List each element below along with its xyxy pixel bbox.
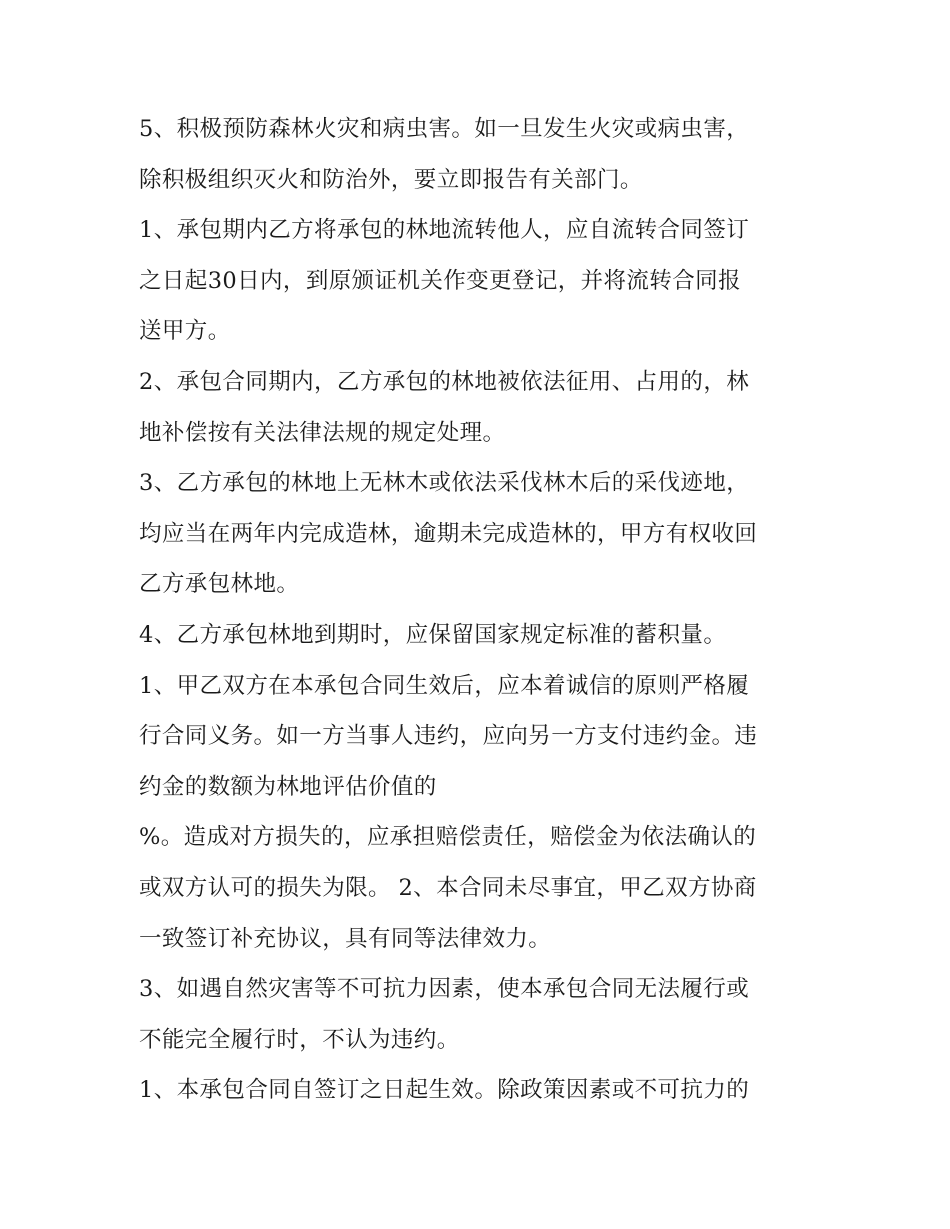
text-line: 地补偿按有关法律法规的规定处理。 xyxy=(139,419,506,446)
text-line: 5、积极预防森林火灾和病虫害。如一旦发生火灾或病虫害， xyxy=(139,116,750,142)
text-line: 行合同义务。如一方当事人违约，应向另一方支付违约金。违 xyxy=(139,723,758,750)
text-line: 1、甲乙双方在本承包合同生效后，应本着诚信的原则严格履 xyxy=(139,672,750,699)
text-line: %。造成对方损失的，应承担赔偿责任，赔偿金为依法确认的 xyxy=(139,824,757,851)
text-line: 一致签订补充协议，具有同等法律效力。 xyxy=(139,925,552,952)
text-line: 约金的数额为林地评估价值的 xyxy=(139,773,437,800)
text-line: 均应当在两年内完成造林，逾期未完成造林的，甲方有权收回 xyxy=(139,520,758,547)
text-line: 3、如遇自然灾害等不可抗力因素，使本承包合同无法履行或 xyxy=(139,976,750,1003)
text-line: 送甲方。 xyxy=(139,318,231,345)
text-line: 2、承包合同期内，乙方承包的林地被依法征用、占用的，林 xyxy=(139,368,750,395)
text-line: 之日起30日内，到原颁证机关作变更登记，并将流转合同报 xyxy=(139,267,741,294)
text-line: 或双方认可的损失为限。 2、本合同未尽事宜，甲乙双方协商 xyxy=(139,874,757,901)
text-line: 不能完全履行时，不认为违约。 xyxy=(139,1026,460,1053)
document-body xyxy=(139,104,819,1116)
text-line: 4、乙方承包林地到期时，应保留国家规定标准的蓄积量。 xyxy=(139,621,727,648)
text-line: 1、本承包合同自签订之日起生效。除政策因素或不可抗力的 xyxy=(139,1077,750,1104)
text-line: 除积极组织灭火和防治外，要立即报告有关部门。 xyxy=(139,166,643,193)
text-line: 1、承包期内乙方将承包的林地流转他人，应自流转合同签订 xyxy=(139,217,750,244)
text-line: 乙方承包林地。 xyxy=(139,571,300,598)
text-line: 3、乙方承包的林地上无林木或依法采伐林木后的采伐迹地， xyxy=(139,470,750,497)
